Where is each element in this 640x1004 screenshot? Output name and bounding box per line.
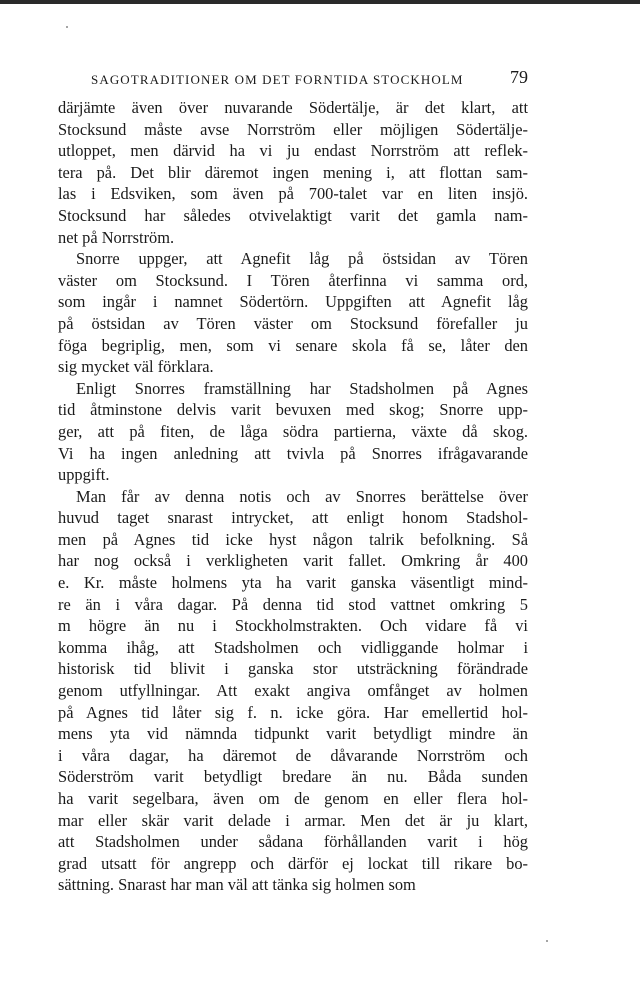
paragraph — [58, 248, 528, 378]
text-line: föga begriplig, men, som vi senare skola få se, låter den — [58, 335, 528, 355]
text-line: sig mycket väl förklara. — [58, 357, 214, 377]
text-line: på Agnes tid låter sig f. n. icke göra. Har emellertid hol- — [58, 702, 528, 722]
text-line: på östsidan av Tören väster om Stocksund förefaller ju — [58, 313, 528, 333]
text-line: mens yta vid nämnda tidpunkt varit betydligt mindre än — [58, 724, 528, 744]
paragraph — [58, 378, 528, 486]
text-line: historisk tid blivit i ganska stor utsträckning förändrade — [58, 659, 528, 679]
scan-speck — [66, 26, 68, 28]
text-line: Vi ha ingen anledning att tvivla på Snorres ifrågavarande — [58, 443, 528, 463]
text-line: utloppet, men därvid ha vi ju endast Norrström att reflek- — [58, 141, 528, 161]
text-line: i våra dagar, ha däremot de dåvarande Norrström och — [58, 745, 528, 765]
text-line: m högre än nu i Stockholmstrakten. Och vidare få vi — [58, 616, 528, 636]
text-line: uppgift. — [58, 465, 110, 485]
text-line: mar eller skär varit delade i armar. Men det är ju klart, — [58, 810, 528, 830]
text-line: men på Agnes tid icke hyst någon talrik befolkning. Så — [58, 529, 528, 549]
body-text — [58, 97, 528, 896]
text-line: Stocksund måste avse Norrström eller möjligen Södertälje- — [58, 119, 528, 139]
paragraph — [58, 486, 528, 896]
text-line: Stocksund har således otvivelaktigt varit det gamla nam- — [58, 205, 528, 225]
text-line: Snorre uppger, att Agnefit låg på östsidan av Tören — [76, 249, 528, 269]
text-line: tera på. Det blir däremot ingen mening i, att flottan sam- — [58, 162, 528, 182]
text-line: las i Edsviken, som även på 700-talet var en liten insjö. — [58, 184, 528, 204]
text-line: re än i våra dagar. På denna tid stod vattnet omkring 5 — [58, 594, 528, 614]
scan-speck — [546, 940, 548, 942]
text-line: sättning. Snarast har man väl att tänka sig holmen som — [58, 875, 416, 895]
text-line: som ingår i namnet Södertörn. Uppgiften att Agnefit låg — [58, 292, 528, 312]
text-line: har nog också i verkligheten varit fallet. Omkring år 400 — [58, 551, 528, 571]
text-line: ha varit segelbara, även om de genom en eller flera hol- — [58, 789, 528, 808]
text-line: att Stadsholmen under sådana förhållanden varit i hög — [58, 832, 528, 852]
text-line: väster om Stocksund. I Tören återfinna vi samma ord, — [58, 270, 528, 290]
text-line: Enligt Snorres framställning har Stadsholmen på Agnes — [76, 378, 528, 398]
text-line: ger, att på fiten, de låga södra partierna, växte då skog. — [58, 421, 528, 441]
text-line: tid åtminstone delvis varit bevuxen med skog; Snorre upp- — [58, 400, 528, 420]
text-line: e. Kr. måste holmens yta ha varit ganska väsentligt mind- — [58, 573, 528, 593]
top-edge-rule — [0, 0, 640, 4]
paragraph — [58, 97, 528, 248]
text-line: genom utfyllningar. Att exakt angiva omfånget av holmen — [58, 681, 528, 701]
page-number: 79 — [510, 67, 528, 87]
text-line: grad utsatt för angrepp och därför ej lockat till rikare bo- — [58, 853, 528, 873]
text-line: Söderström varit betydligt bredare än nu. Båda sunden — [58, 767, 528, 787]
running-title: SAGOTRADITIONER OM DET FORNTIDA STOCKHOLM — [91, 72, 464, 87]
text-line: net på Norrström. — [58, 227, 175, 247]
text-line: därjämte även över nuvarande Södertälje, är det klart, att — [58, 98, 528, 117]
text-line: Man får av denna notis och av Snorres berättelse över — [76, 486, 528, 506]
text-line: komma ihåg, att Stadsholmen och vidliggande holmar i — [58, 637, 528, 657]
text-line: huvud taget snarast intrycket, att enligt honom Stadshol- — [58, 508, 528, 528]
